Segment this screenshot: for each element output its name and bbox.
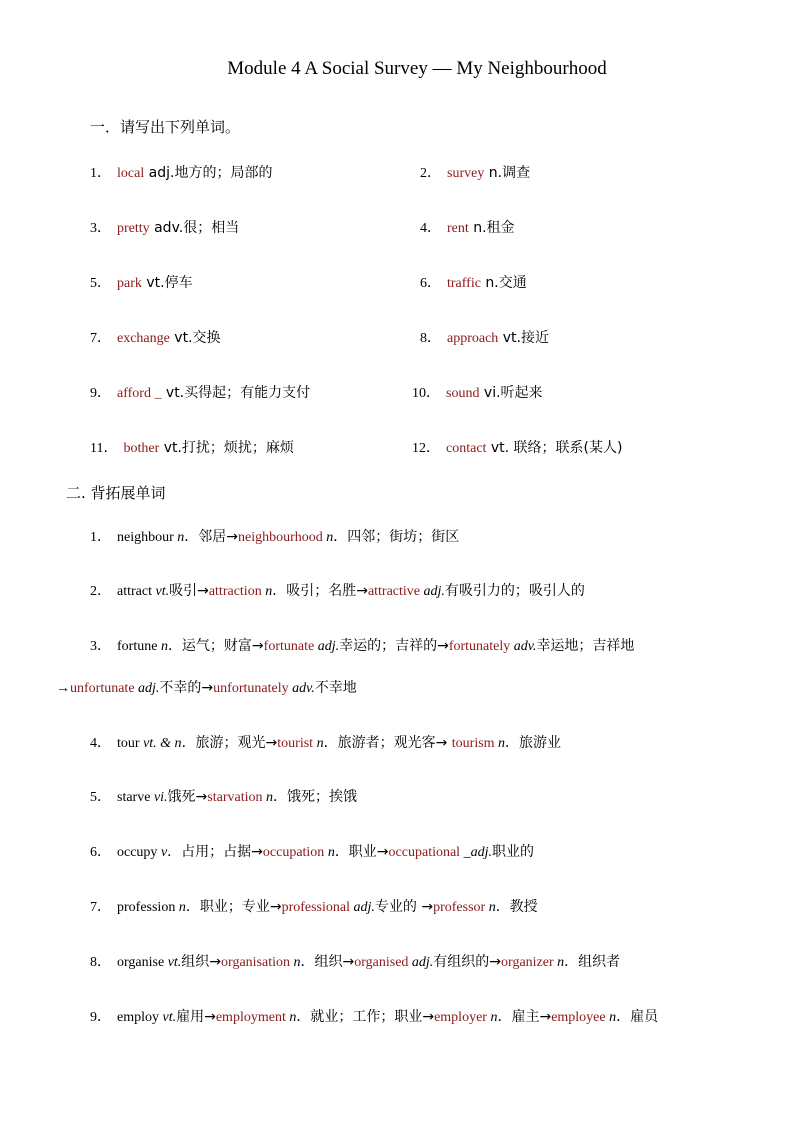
meaning: 幸运的；吉祥的→ (339, 638, 449, 654)
answer-word: unfortunate (70, 681, 135, 696)
answer-word: exchange (117, 331, 170, 346)
meaning: 雇用→ (176, 1009, 216, 1025)
section-2-heading: 二. 背拓展单词 (66, 484, 166, 502)
meaning: ．组织→ (300, 954, 355, 970)
pos: _adj. (460, 845, 492, 860)
base-word: fortune (117, 639, 161, 654)
meaning: ．占用；占据→ (167, 844, 263, 860)
item-number: 9． (90, 1010, 111, 1025)
answer-word: professor (433, 900, 486, 915)
answer-word: sound (446, 386, 480, 401)
pos: vt. & n (143, 736, 182, 751)
answer-word: fortunately (448, 639, 511, 654)
meaning: ．旅游业 (505, 735, 562, 751)
meaning: ．教授 (495, 899, 538, 915)
expand-item-8 (90, 952, 620, 973)
meaning: ．运气；财富→ (167, 638, 264, 654)
answer-word: employee (551, 1010, 606, 1025)
expand-item-7 (90, 897, 538, 918)
word-item-1 (90, 163, 272, 184)
item-number: 8． (90, 955, 111, 970)
meaning: 饿死→ (167, 789, 208, 805)
pos: n (553, 955, 565, 970)
pos: vi. (153, 790, 168, 805)
answer-word: approach (447, 331, 499, 346)
pos: adj. (314, 639, 340, 654)
expand-item-4 (90, 733, 561, 754)
definition: adj.地方的；局部的 (144, 165, 273, 181)
item-number: 2． (90, 584, 111, 599)
meaning: 有组织的→ (433, 954, 502, 970)
expand-item-6 (90, 842, 534, 863)
word-item-12 (412, 438, 622, 459)
answer-word: neighbourhood (238, 530, 323, 545)
meaning: ．职业；专业→ (185, 899, 282, 915)
item-number: 11． (90, 441, 118, 456)
arrow: → (56, 681, 70, 696)
item-number: 7． (90, 900, 111, 915)
pos: n (605, 1010, 617, 1025)
item-number: 12． (412, 441, 440, 456)
answer-word: tourist (277, 736, 314, 751)
word-item-2 (420, 163, 530, 184)
meaning: 不幸地 (314, 680, 357, 696)
pos: n (262, 790, 273, 805)
meaning: 有吸引力的；吸引人的 (444, 583, 585, 599)
answer-word: traffic (447, 276, 481, 291)
answer-word: occupation (262, 845, 325, 860)
item-number: 1． (90, 166, 111, 181)
pos: n (485, 900, 496, 915)
expand-item-3-continued (56, 678, 357, 699)
base-word: tour (117, 736, 144, 751)
answer-word: bother (123, 441, 160, 456)
definition: vt. 联络；联系(某人) (486, 440, 623, 456)
answer-word: tourism (451, 736, 495, 751)
meaning: ．旅游；观光→ (181, 735, 278, 751)
word-item-11 (90, 438, 294, 459)
item-number: 8． (420, 331, 441, 346)
pos: n (285, 1010, 297, 1025)
meaning: ．四邻；街坊；街区 (333, 529, 460, 545)
answer-word: starvation (207, 790, 263, 805)
pos: adj. (408, 955, 434, 970)
pos: adj. (350, 900, 375, 915)
definition: adv.很；相当 (149, 220, 240, 236)
item-number: 1． (90, 530, 111, 545)
pos: n (290, 955, 301, 970)
definition: vt.接近 (498, 330, 549, 346)
definition: n.交通 (480, 275, 527, 291)
item-number: 4． (420, 221, 441, 236)
pos: adv. (510, 639, 537, 654)
word-item-7 (90, 328, 221, 349)
definition: vt.买得起；有能力支付 (161, 385, 311, 401)
definition: n.租金 (468, 220, 515, 236)
expand-item-1 (90, 527, 459, 548)
section-1-heading: 一．请写出下列单词。 (90, 118, 241, 136)
answer-word: organizer (501, 955, 554, 970)
pos: vt. (155, 584, 170, 599)
answer-word: organisation (221, 955, 290, 970)
word-item-8 (420, 328, 549, 349)
answer-word: unfortunately (213, 681, 289, 696)
answer-word: attraction (208, 584, 262, 599)
meaning: ．雇员 (616, 1009, 659, 1025)
pos: vt. (162, 1010, 177, 1025)
word-item-4 (420, 218, 515, 239)
pos: adj. (420, 584, 445, 599)
pos: n (322, 530, 334, 545)
word-item-10 (412, 383, 543, 404)
meaning: 组织→ (181, 954, 222, 970)
item-number: 4． (90, 736, 111, 751)
answer-word: employer (434, 1010, 487, 1025)
definition: vi.听起来 (479, 385, 543, 401)
answer-word: organised (354, 955, 409, 970)
item-number: 6． (90, 845, 111, 860)
answer-word: attractive (367, 584, 421, 599)
item-number: 3． (90, 221, 111, 236)
pos: adv. (288, 681, 315, 696)
answer-word: professional (281, 900, 350, 915)
meaning: ．就业；工作；职业→ (296, 1009, 435, 1025)
item-number: 5． (90, 790, 111, 805)
answer-word: occupational (388, 845, 461, 860)
answer-word: local (117, 166, 145, 181)
item-number: 10． (412, 386, 440, 401)
item-number: 3． (90, 639, 111, 654)
answer-word: afford _ (117, 386, 162, 401)
pos: n (178, 900, 186, 915)
item-number: 6． (420, 276, 441, 291)
word-item-3 (90, 218, 239, 239)
meaning: ．组织者 (564, 954, 621, 970)
answer-word: employment (215, 1010, 286, 1025)
pos: n (494, 736, 506, 751)
expand-item-9 (90, 1007, 658, 1028)
meaning: 专业的 → (374, 899, 434, 915)
word-item-5 (90, 273, 193, 294)
base-word: starve (117, 790, 154, 805)
pos: vt. (167, 955, 182, 970)
item-number: 9． (90, 386, 111, 401)
item-number: 5． (90, 276, 111, 291)
pos: n (324, 845, 335, 860)
pos: n (160, 639, 168, 654)
answer-word: contact (446, 441, 487, 456)
base-word: occupy (117, 845, 161, 860)
definition: n.调查 (484, 165, 531, 181)
item-number: 2． (420, 166, 441, 181)
base-word: organise (117, 955, 168, 970)
meaning: ．吸引；名胜→ (272, 583, 368, 599)
expand-item-2 (90, 581, 585, 602)
meaning: 职业的 (491, 844, 534, 860)
base-word: neighbour (117, 530, 178, 545)
pos: adj. (134, 681, 160, 696)
pos: n (261, 584, 273, 599)
answer-word: pretty (117, 221, 150, 236)
meaning: ．雇主→ (497, 1009, 552, 1025)
pos: n (486, 1010, 498, 1025)
definition: vt.打扰；烦扰；麻烦 (159, 440, 294, 456)
pos: v (160, 845, 168, 860)
meaning: ．旅游者；观光客→ (323, 735, 452, 751)
expand-item-5 (90, 787, 357, 808)
definition: vt.交换 (169, 330, 221, 346)
base-word: attract (117, 584, 156, 599)
pos: n (313, 736, 324, 751)
meaning: 吸引→ (169, 583, 209, 599)
meaning: 不幸的→ (159, 680, 214, 696)
page-title: Module 4 A Social Survey — My Neighbourhood (227, 58, 607, 79)
expand-item-3 (90, 636, 634, 657)
meaning: ．职业→ (334, 844, 389, 860)
item-number: 7． (90, 331, 111, 346)
answer-word: survey (447, 166, 485, 181)
answer-word: fortunate (263, 639, 315, 654)
answer-word: park (117, 276, 142, 291)
base-word: employ (117, 1010, 163, 1025)
meaning: ．邻居→ (184, 529, 238, 545)
word-item-9 (90, 383, 310, 404)
base-word: profession (117, 900, 179, 915)
pos: n (177, 530, 185, 545)
meaning: 幸运地；吉祥地 (536, 638, 635, 654)
definition: vt.停车 (141, 275, 193, 291)
meaning: ．饿死；挨饿 (273, 789, 357, 805)
answer-word: rent (447, 221, 469, 236)
word-item-6 (420, 273, 527, 294)
